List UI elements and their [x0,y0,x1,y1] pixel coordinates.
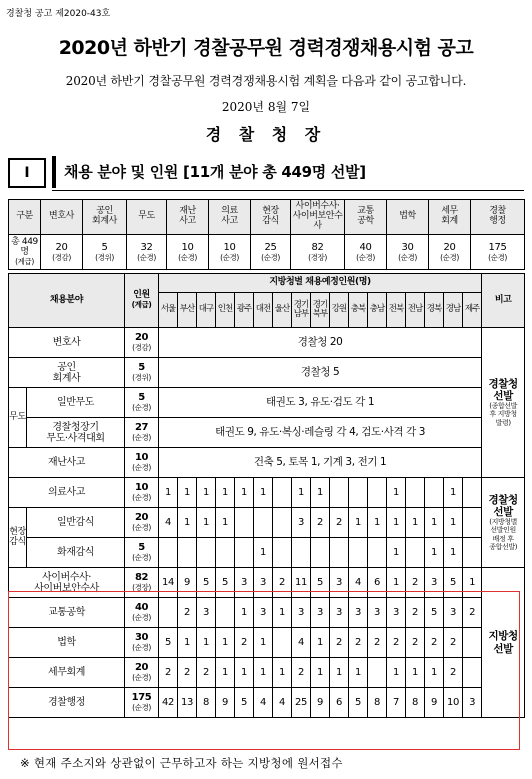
row-label: 교통공학 [9,598,125,628]
regional-count-cell [292,538,311,568]
regional-count-cell: 2 [235,628,254,658]
table-row [9,568,525,598]
regional-count-cell: 5 [197,568,216,598]
regional-count-cell [273,538,292,568]
table-row [9,538,525,568]
table-row [9,418,525,448]
regional-count-cell [406,478,425,508]
summary-header-cell: 무도 [127,200,167,235]
regional-count-cell: 1 [387,478,406,508]
regional-count-cell: 2 [273,568,292,598]
regional-count-cell: 1 [387,568,406,598]
regional-count-cell: 3 [368,598,387,628]
regional-count-cell: 6 [368,568,387,598]
regional-count-cell: 6 [330,688,349,718]
regional-count-cell: 1 [368,508,387,538]
regional-count-cell: 3 [254,598,273,628]
regional-count-cell: 1 [159,478,178,508]
region-header-cell: 인천 [216,293,235,328]
regional-count-cell [159,598,178,628]
regional-count-cell: 9 [216,688,235,718]
regional-count-cell: 1 [178,508,197,538]
regional-count-cell [368,478,387,508]
table-row [9,448,525,478]
regional-count-cell [159,538,178,568]
summary-value-cell: 175 (순경) [471,235,525,270]
region-header-cell: 대전 [254,293,273,328]
row-label: 재난사고 [9,448,125,478]
regional-count-cell: 1 [406,508,425,538]
regional-count-cell: 1 [387,508,406,538]
regional-count-cell: 5 [311,568,330,598]
summary-value-cell: 20 (경감) [41,235,83,270]
regional-count-cell: 8 [197,688,216,718]
row-count: 10 (순경) [125,448,159,478]
regional-count-cell: 1 [216,478,235,508]
regional-count-cell [330,538,349,568]
regional-count-cell: 5 [444,568,463,598]
regional-count-cell: 2 [349,628,368,658]
regional-count-cell: 3 [444,598,463,628]
regional-count-cell: 4 [254,688,273,718]
regional-count-cell: 2 [425,628,444,658]
header-regional: 지방청별 채용예정인원(명) [159,274,482,293]
regional-count-cell [349,478,368,508]
regional-count-cell: 1 [216,508,235,538]
header-field: 채용분야 [9,274,125,328]
regional-count-cell [463,628,482,658]
detail-header-row [9,274,525,293]
regional-count-cell: 3 [235,568,254,598]
row-count: 30 (순경) [125,628,159,658]
region-header-cell: 부산 [178,293,197,328]
regional-count-cell: 2 [197,658,216,688]
region-header-cell: 경북 [425,293,444,328]
regional-count-cell: 42 [159,688,178,718]
regional-count-cell: 1 [425,538,444,568]
regional-count-cell: 10 [444,688,463,718]
summary-value-cell: 82 (경장) [291,235,345,270]
regional-count-cell: 3 [292,508,311,538]
regional-count-cell [273,508,292,538]
row-label: 공인 회계사 [9,358,125,388]
note-cell-note1: 경찰청 선발 (종합선발 후 지방청 발령) [482,328,525,478]
table-row [9,598,525,628]
regional-count-cell: 1 [235,478,254,508]
table-row [9,328,525,358]
regional-count-cell: 1 [178,478,197,508]
regional-count-cell: 2 [311,508,330,538]
regional-count-cell [463,508,482,538]
group-label-hyeonjang: 현장 감식 [9,508,27,568]
regional-count-cell: 4 [273,688,292,718]
table-row [9,688,525,718]
regional-count-cell: 3 [292,598,311,628]
regional-count-cell: 1 [216,628,235,658]
row-count: 175 (순경) [125,688,159,718]
regional-count-cell [463,658,482,688]
regional-count-cell [235,538,254,568]
summary-header-cell: 세무 회계 [429,200,471,235]
summary-value-cell: 40 (순경) [345,235,387,270]
regional-count-cell: 1 [292,478,311,508]
regional-count-cell: 1 [425,658,444,688]
regional-count-cell: 1 [178,628,197,658]
regional-count-cell [349,538,368,568]
regional-count-cell: 3 [463,688,482,718]
region-header-cell: 서울 [159,293,178,328]
regional-count-cell: 1 [444,538,463,568]
footer-note: ※ 현재 주소지와 상관없이 근무하고자 하는 지방청에 원서접수 [20,756,343,770]
regional-count-cell: 2 [406,598,425,628]
regional-count-cell: 1 [235,598,254,628]
regional-count-cell [216,538,235,568]
region-header-cell: 경기북부 [311,293,330,328]
regional-count-cell: 3 [387,598,406,628]
regional-count-cell: 1 [197,478,216,508]
group-label-mudo: 무도 [9,388,27,448]
regional-count-cell [197,538,216,568]
table-row [9,628,525,658]
regional-count-cell: 2 [406,628,425,658]
summary-header-cell: 재난 사고 [167,200,209,235]
summary-header-row [9,200,525,235]
regional-count-cell: 1 [273,658,292,688]
regional-count-cell: 1 [387,658,406,688]
regional-count-cell: 1 [349,508,368,538]
regional-count-cell: 4 [349,568,368,598]
regional-count-cell: 2 [463,598,482,628]
row-label: 사이버수사· 사이버보안수사 [9,568,125,598]
regional-merged-cell: 태권도 9, 유도·복싱·레슬링 각 4, 검도·사격 각 3 [159,418,482,448]
regional-count-cell: 1 [311,628,330,658]
table-row [9,478,525,508]
regional-merged-cell: 태권도 3, 유도·검도 각 1 [159,388,482,418]
regional-count-cell [254,508,273,538]
regional-count-cell: 25 [292,688,311,718]
regional-count-cell: 2 [159,658,178,688]
regional-count-cell: 11 [292,568,311,598]
summary-header-cell: 현장 감식 [251,200,291,235]
region-header-cell: 제주 [463,293,482,328]
row-count: 40 (순경) [125,598,159,628]
row-label: 변호사 [9,328,125,358]
regional-count-cell [273,478,292,508]
regional-count-cell: 1 [444,478,463,508]
regional-count-cell: 3 [311,598,330,628]
regional-count-cell [406,538,425,568]
table-row [9,358,525,388]
regional-merged-cell: 경찰청 20 [159,328,482,358]
summary-value-cell: 총 449명 (계급) [9,235,41,270]
regional-count-cell: 2 [444,628,463,658]
regional-count-cell: 2 [178,598,197,628]
regional-count-cell: 1 [254,478,273,508]
regional-count-cell: 1 [235,658,254,688]
regional-count-cell: 5 [349,688,368,718]
row-count: 20 (순경) [125,658,159,688]
regional-count-cell: 1 [197,508,216,538]
regional-merged-cell: 경찰청 5 [159,358,482,388]
regional-count-cell: 1 [254,538,273,568]
table-row [9,658,525,688]
regional-count-cell [216,598,235,628]
regional-count-cell: 2 [387,628,406,658]
regional-count-cell: 3 [349,598,368,628]
regional-count-cell: 3 [197,598,216,628]
regional-count-cell: 2 [292,658,311,688]
region-header-cell: 울산 [273,293,292,328]
regional-count-cell: 1 [349,658,368,688]
header-note: 비고 [482,274,525,328]
notice-date: 2020년 8월 7일 [221,100,311,114]
row-count: 20 (순경) [125,508,159,538]
summary-value-cell: 10 (순경) [167,235,209,270]
regional-count-cell [425,478,444,508]
region-header-cell: 충북 [349,293,368,328]
regional-count-cell: 1 [463,568,482,598]
issuing-agency: 경 찰 청 장 [205,125,327,144]
regional-count-cell [368,658,387,688]
summary-header-cell: 의료 사고 [209,200,251,235]
row-count: 5 (순경) [125,538,159,568]
summary-header-cell: 교통 공학 [345,200,387,235]
regional-count-cell: 8 [368,688,387,718]
regional-count-cell: 3 [425,568,444,598]
regional-count-cell: 9 [425,688,444,718]
note-cell-note3: 지방청 선발 [482,568,525,718]
section-bar-decoration [52,156,56,188]
regional-count-cell: 1 [197,628,216,658]
regional-count-cell: 3 [330,598,349,628]
regional-count-cell: 2 [444,658,463,688]
regional-count-cell: 1 [444,508,463,538]
regional-count-cell: 1 [254,658,273,688]
row-count: 20 (경감) [125,328,159,358]
notice-number: 경찰청 공고 제2020-43호 [6,9,111,19]
regional-count-cell [368,538,387,568]
regional-count-cell [463,538,482,568]
regional-count-cell: 3 [254,568,273,598]
summary-value-cell: 5 (경위) [83,235,127,270]
region-header-cell: 경기남부 [292,293,311,328]
regional-count-cell: 4 [159,508,178,538]
summary-table [8,199,525,270]
regional-count-cell: 5 [159,628,178,658]
regional-count-cell: 14 [159,568,178,598]
regional-count-cell: 5 [235,688,254,718]
row-label: 화재감식 [27,538,125,568]
regional-count-cell: 2 [330,508,349,538]
regional-count-cell: 9 [311,688,330,718]
section-title: 채용 분야 및 인원 [11개 분야 총 449명 선발] [64,163,366,181]
recruitment-detail-table [8,273,525,718]
regional-count-cell: 3 [330,568,349,598]
regional-count-cell: 2 [178,658,197,688]
region-header-cell: 전북 [387,293,406,328]
summary-value-cell: 10 (순경) [209,235,251,270]
regional-count-cell: 7 [387,688,406,718]
summary-value-cell: 32 (순경) [127,235,167,270]
summary-header-cell: 구분 [9,200,41,235]
summary-value-cell: 20 (순경) [429,235,471,270]
section-number: I [8,158,46,188]
summary-value-cell: 25 (순경) [251,235,291,270]
regional-count-cell: 2 [330,628,349,658]
row-label: 일반무도 [27,388,125,418]
row-label: 경찰행정 [9,688,125,718]
section-underline [52,190,524,191]
row-count: 10 (순경) [125,478,159,508]
regional-count-cell: 1 [425,508,444,538]
regional-count-cell [463,478,482,508]
regional-count-cell: 2 [406,568,425,598]
table-row [9,388,525,418]
regional-count-cell: 1 [406,658,425,688]
regional-merged-cell: 건축 5, 토목 1, 기계 3, 전기 1 [159,448,482,478]
summary-header-cell: 공인 회계사 [83,200,127,235]
page-title: 2020년 하반기 경찰공무원 경력경쟁채용시험 공고 [58,37,474,59]
table-row [9,508,525,538]
note-cell-note2: 경찰청 선발 (지방청별 선발인원 배정 후 종합선발) [482,478,525,568]
header-count: 인원 (계급) [125,274,159,328]
regional-count-cell [235,508,254,538]
row-count: 5 (순경) [125,388,159,418]
regional-count-cell: 1 [330,658,349,688]
region-header-cell: 경남 [444,293,463,328]
summary-header-cell: 사이버수사· 사이버보안수사 [291,200,345,235]
regional-count-cell: 2 [368,628,387,658]
summary-value-row [9,235,525,270]
intro-text: 2020년 하반기 경찰공무원 경력경쟁채용시험 계획을 다음과 같이 공고합니다. [65,74,467,88]
row-label: 세무회계 [9,658,125,688]
regional-count-cell: 1 [216,658,235,688]
summary-value-cell: 30 (순경) [387,235,429,270]
summary-header-cell: 변호사 [41,200,83,235]
regional-count-cell: 1 [273,598,292,628]
regional-count-cell: 1 [311,478,330,508]
region-header-cell: 충남 [368,293,387,328]
regional-count-cell [311,538,330,568]
regional-count-cell: 13 [178,688,197,718]
summary-header-cell: 경찰 행정 [471,200,525,235]
regional-count-cell [178,538,197,568]
row-label: 법학 [9,628,125,658]
regional-count-cell: 1 [311,658,330,688]
region-header-cell: 강원 [330,293,349,328]
regional-count-cell [330,478,349,508]
regional-count-cell: 8 [406,688,425,718]
row-count: 82 (경장) [125,568,159,598]
regional-count-cell: 1 [387,538,406,568]
regional-count-cell: 5 [216,568,235,598]
row-count: 5 (경위) [125,358,159,388]
regional-count-cell [273,628,292,658]
regional-count-cell: 5 [425,598,444,628]
row-label: 경찰청장기 무도·사격대회 [27,418,125,448]
summary-header-cell: 법학 [387,200,429,235]
row-label: 일반감식 [27,508,125,538]
row-count: 27 (순경) [125,418,159,448]
regional-count-cell: 9 [178,568,197,598]
regional-count-cell: 1 [254,628,273,658]
region-header-cell: 대구 [197,293,216,328]
region-header-cell: 광주 [235,293,254,328]
region-header-cell: 전남 [406,293,425,328]
regional-count-cell: 4 [292,628,311,658]
row-label: 의료사고 [9,478,125,508]
